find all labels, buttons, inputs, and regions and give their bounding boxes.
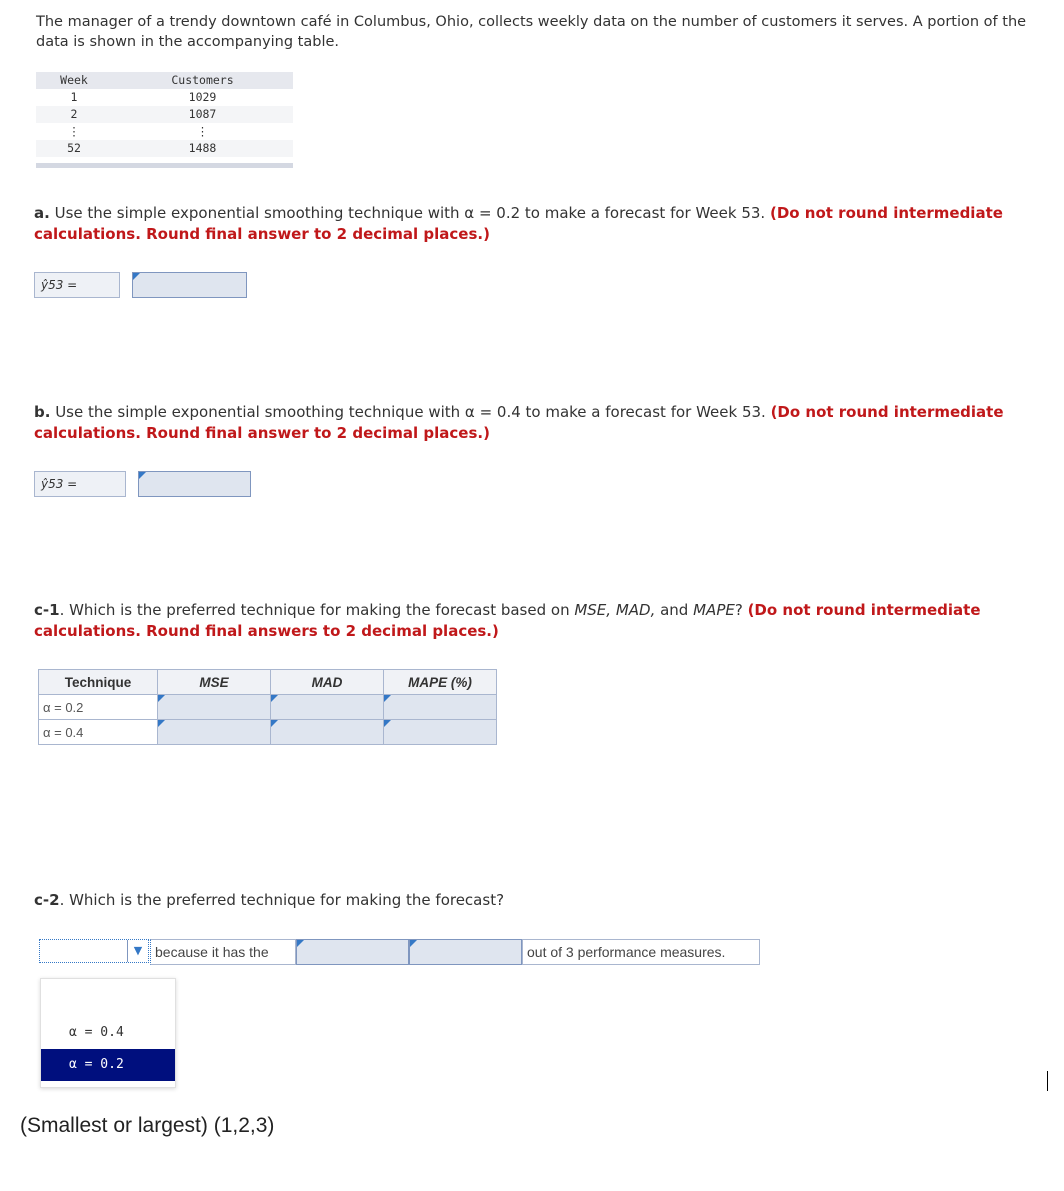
dropdown-option[interactable]: α = 0.4 — [69, 1025, 124, 1040]
smallest-largest-input[interactable] — [296, 939, 409, 965]
week-cell: 1 — [70, 90, 78, 104]
technique-dropdown-menu — [40, 978, 176, 1088]
header-mse: MSE — [158, 670, 271, 695]
table-row — [36, 123, 293, 140]
mad-input[interactable] — [271, 695, 384, 720]
mse-input[interactable] — [158, 695, 271, 720]
because-text: because it has the — [150, 939, 296, 965]
table-row — [36, 106, 293, 123]
question-c2 — [34, 890, 1034, 911]
question-c1-qmark: ? — [734, 601, 748, 619]
header-week: Week — [60, 73, 88, 87]
question-c1-and: and — [655, 601, 694, 619]
text-cursor — [1047, 1071, 1048, 1091]
mape-input[interactable] — [384, 695, 497, 720]
intro-text: The manager of a trendy downtown café in Columbus, Ohio, collects weekly data on the number of customers it serves. A portion of the data is shown in the accompanying table. — [36, 14, 1027, 50]
question-c1 — [34, 600, 1034, 642]
question-c1-mape-term: MAPE — [693, 601, 735, 619]
question-b-text: Use the simple exponential smoothing technique with α = 0.4 to make a forecast for Week 53. — [50, 403, 771, 421]
table-row — [39, 695, 497, 720]
dropdown-option-selected[interactable]: α = 0.2 — [41, 1049, 175, 1081]
table-row — [36, 89, 293, 106]
customers-cell: 1029 — [188, 90, 217, 104]
answer-a-input[interactable] — [132, 272, 247, 298]
question-a — [34, 203, 1034, 245]
question-b-instruction: (Do not round intermediate calculations. Round final answer to 2 decimal places.) — [34, 403, 1004, 442]
header-mad: MAD — [271, 670, 384, 695]
question-c2-text: . Which is the preferred technique for making the forecast? — [59, 891, 505, 909]
answer-b-input[interactable] — [138, 471, 251, 497]
note-text: (Smallest or largest) (1,2,3) — [20, 1114, 275, 1137]
customers-cell: 1087 — [188, 107, 217, 121]
technique-cell: α = 0.4 — [39, 720, 158, 745]
week-cell: 52 — [67, 141, 81, 155]
question-b-label: b. — [34, 403, 51, 421]
answer-b — [34, 471, 251, 497]
answer-b-label: ŷ53 = — [34, 471, 126, 497]
customers-cell: ⋮ — [196, 124, 209, 138]
out-of-text: out of 3 performance measures. — [522, 939, 760, 965]
table-row — [39, 720, 497, 745]
week-cell: 2 — [70, 107, 78, 121]
question-a-instruction: (Do not round intermediate calculations. Round final answer to 2 decimal places.) — [34, 204, 1003, 243]
question-b — [34, 402, 1034, 444]
question-c1-terms: MSE, MAD, — [574, 601, 656, 619]
answer-a — [34, 272, 247, 298]
header-mape: MAPE (%) — [384, 670, 497, 695]
table-row — [36, 140, 293, 157]
header-technique: Technique — [39, 670, 158, 695]
question-c1-label: c-1 — [34, 601, 60, 619]
question-a-text: Use the simple exponential smoothing technique with α = 0.2 to make a forecast for Week 53. — [49, 204, 770, 222]
mape-input[interactable] — [384, 720, 497, 745]
mad-input[interactable] — [271, 720, 384, 745]
question-c1-instruction: (Do not round intermediate calculations. Round final answers to 2 decimal places.) — [34, 601, 981, 640]
question-c2-label: c-2 — [34, 891, 60, 909]
customers-cell: 1488 — [188, 141, 217, 155]
performance-header-row — [39, 670, 497, 695]
technique-select[interactable] — [39, 939, 149, 963]
customer-data-table — [36, 72, 293, 168]
answer-a-label: ŷ53 = — [34, 272, 120, 298]
count-input[interactable] — [409, 939, 522, 965]
mse-input[interactable] — [158, 720, 271, 745]
table-header — [36, 72, 293, 89]
technique-cell: α = 0.2 — [39, 695, 158, 720]
header-customers: Customers — [171, 73, 234, 87]
table-footer-bar — [36, 163, 293, 168]
performance-table — [38, 669, 497, 745]
question-c1-text: . Which is the preferred technique for making the forecast based on — [59, 601, 575, 619]
chevron-down-icon[interactable]: ▼ — [127, 940, 148, 962]
question-a-label: a. — [34, 204, 50, 222]
week-cell: ⋮ — [68, 124, 80, 138]
